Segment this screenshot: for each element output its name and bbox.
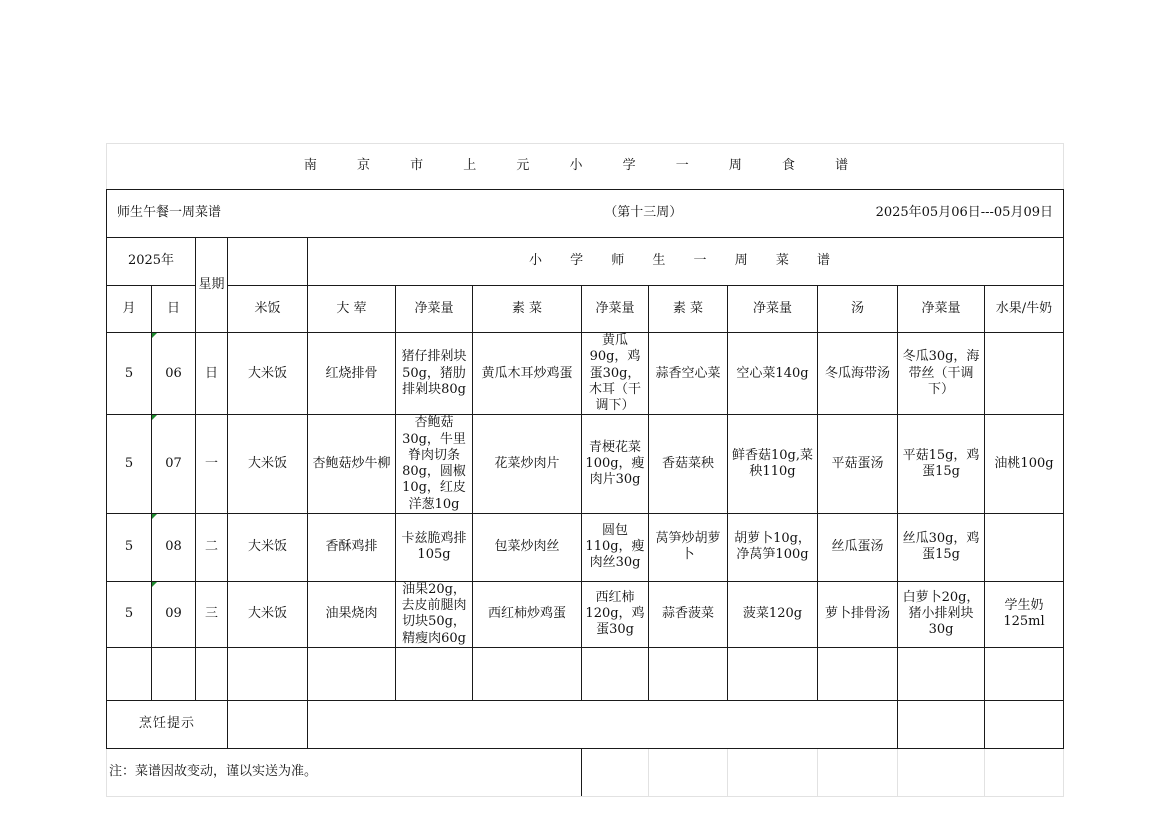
veg2-cell: 莴笋炒胡萝卜 bbox=[649, 513, 728, 581]
table-row bbox=[107, 513, 1064, 581]
net-header-4: 净菜量 bbox=[898, 286, 985, 333]
blank-header bbox=[228, 238, 308, 286]
cooking-hint-label: 烹饪提示 bbox=[107, 700, 228, 748]
title-row bbox=[107, 144, 1064, 190]
rice-cell: 大米饭 bbox=[228, 415, 308, 514]
veg2-net-cell: 菠菜120g bbox=[728, 581, 818, 647]
table-row bbox=[107, 581, 1064, 647]
note-row bbox=[107, 748, 1064, 796]
fruit-cell: 学生奶 125ml bbox=[985, 581, 1064, 647]
subtitle-header: 小 学 师 生 一 周 菜 谱 bbox=[308, 238, 1064, 286]
day-cell: 07 bbox=[152, 415, 196, 514]
weekday-header: 星期 bbox=[196, 238, 228, 333]
cooking-hint-content bbox=[308, 700, 898, 748]
day-cell: 08 bbox=[152, 513, 196, 581]
year-header: 2025年 bbox=[107, 238, 196, 286]
day-header: 日 bbox=[152, 286, 196, 333]
rice-cell: 大米饭 bbox=[228, 333, 308, 415]
month-cell: 5 bbox=[107, 415, 152, 514]
net-header-2: 净菜量 bbox=[582, 286, 649, 333]
main-dish-cell: 油果烧肉 bbox=[308, 581, 396, 647]
main-dish-cell: 红烧排骨 bbox=[308, 333, 396, 415]
cooking-hint-blank bbox=[228, 700, 308, 748]
veg2-net-cell: 空心菜140g bbox=[728, 333, 818, 415]
weekday-cell: 日 bbox=[196, 333, 228, 415]
page-title: 南 京 市 上 元 小 学 一 周 食 谱 bbox=[107, 144, 1064, 190]
day-cell: 09 bbox=[152, 581, 196, 647]
soup-cell: 丝瓜蛋汤 bbox=[818, 513, 898, 581]
main-dish-cell: 香酥鸡排 bbox=[308, 513, 396, 581]
empty-row bbox=[107, 647, 1064, 700]
main-net-cell: 猪仔排剁块50g，猪肋排剁块80g bbox=[396, 333, 473, 415]
veg1-cell: 黄瓜木耳炒鸡蛋 bbox=[473, 333, 582, 415]
menu-label: 师生午餐一周菜谱 bbox=[117, 205, 222, 221]
soup-net-cell: 白萝卜20g，猪小排剁块30g bbox=[898, 581, 985, 647]
month-cell: 5 bbox=[107, 581, 152, 647]
rice-cell: 大米饭 bbox=[228, 581, 308, 647]
net-header-1: 净菜量 bbox=[396, 286, 473, 333]
net-header-3: 净菜量 bbox=[728, 286, 818, 333]
table-row bbox=[107, 415, 1064, 514]
menu-table bbox=[106, 143, 1064, 797]
weekday-cell: 三 bbox=[196, 581, 228, 647]
veg1-net-cell: 圆包110g，瘦肉丝30g bbox=[582, 513, 649, 581]
header-row-1 bbox=[107, 238, 1064, 286]
soup-header: 汤 bbox=[818, 286, 898, 333]
veg1-cell: 花菜炒肉片 bbox=[473, 415, 582, 514]
day-cell: 06 bbox=[152, 333, 196, 415]
veg2-cell: 蒜香菠菜 bbox=[649, 581, 728, 647]
veg1-net-cell: 黄瓜90g，鸡蛋30g，木耳（干调下） bbox=[582, 333, 649, 415]
cooking-hint-row bbox=[107, 700, 1064, 748]
month-header: 月 bbox=[107, 286, 152, 333]
week-label: （第十三周） bbox=[604, 205, 683, 221]
menu-sheet bbox=[106, 143, 1063, 797]
veg1-cell: 西红柿炒鸡蛋 bbox=[473, 581, 582, 647]
main-net-cell: 杏鲍菇30g，牛里脊肉切条80g，圆椒10g，红皮洋葱10g bbox=[396, 415, 473, 514]
weekday-cell: 一 bbox=[196, 415, 228, 514]
rice-header: 米饭 bbox=[228, 286, 308, 333]
fruit-cell bbox=[985, 333, 1064, 415]
fruit-header: 水果/牛奶 bbox=[985, 286, 1064, 333]
date-range: 2025年05月06日---05月09日 bbox=[875, 205, 1053, 221]
main-net-cell: 卡兹脆鸡排105g bbox=[396, 513, 473, 581]
soup-cell: 平菇蛋汤 bbox=[818, 415, 898, 514]
main-dish-header: 大 荤 bbox=[308, 286, 396, 333]
veg1-cell: 包菜炒肉丝 bbox=[473, 513, 582, 581]
main-net-cell: 油果20g，去皮前腿肉切块50g，精瘦肉60g bbox=[396, 581, 473, 647]
veg2-net-cell: 胡萝卜10g，净莴笋100g bbox=[728, 513, 818, 581]
fruit-cell: 油桃100g bbox=[985, 415, 1064, 514]
soup-net-cell: 平菇15g，鸡蛋15g bbox=[898, 415, 985, 514]
info-bar-cell bbox=[107, 190, 1064, 238]
footer-note: 注：菜谱因故变动，谨以实送为准。 bbox=[107, 748, 582, 796]
header-row-2 bbox=[107, 286, 1064, 333]
soup-cell: 萝卜排骨汤 bbox=[818, 581, 898, 647]
soup-net-cell: 丝瓜30g，鸡蛋15g bbox=[898, 513, 985, 581]
veg-header-1: 素 菜 bbox=[473, 286, 582, 333]
veg-header-2: 素 菜 bbox=[649, 286, 728, 333]
weekday-cell: 二 bbox=[196, 513, 228, 581]
month-cell: 5 bbox=[107, 513, 152, 581]
info-bar bbox=[107, 190, 1064, 238]
fruit-cell bbox=[985, 513, 1064, 581]
rice-cell: 大米饭 bbox=[228, 513, 308, 581]
veg2-cell: 蒜香空心菜 bbox=[649, 333, 728, 415]
veg2-net-cell: 鲜香菇10g,菜秧110g bbox=[728, 415, 818, 514]
table-row bbox=[107, 333, 1064, 415]
main-dish-cell: 杏鲍菇炒牛柳 bbox=[308, 415, 396, 514]
veg2-cell: 香菇菜秧 bbox=[649, 415, 728, 514]
soup-net-cell: 冬瓜30g，海带丝（干调下） bbox=[898, 333, 985, 415]
veg1-net-cell: 西红柿120g，鸡蛋30g bbox=[582, 581, 649, 647]
veg1-net-cell: 青梗花菜100g，瘦肉片30g bbox=[582, 415, 649, 514]
soup-cell: 冬瓜海带汤 bbox=[818, 333, 898, 415]
month-cell: 5 bbox=[107, 333, 152, 415]
